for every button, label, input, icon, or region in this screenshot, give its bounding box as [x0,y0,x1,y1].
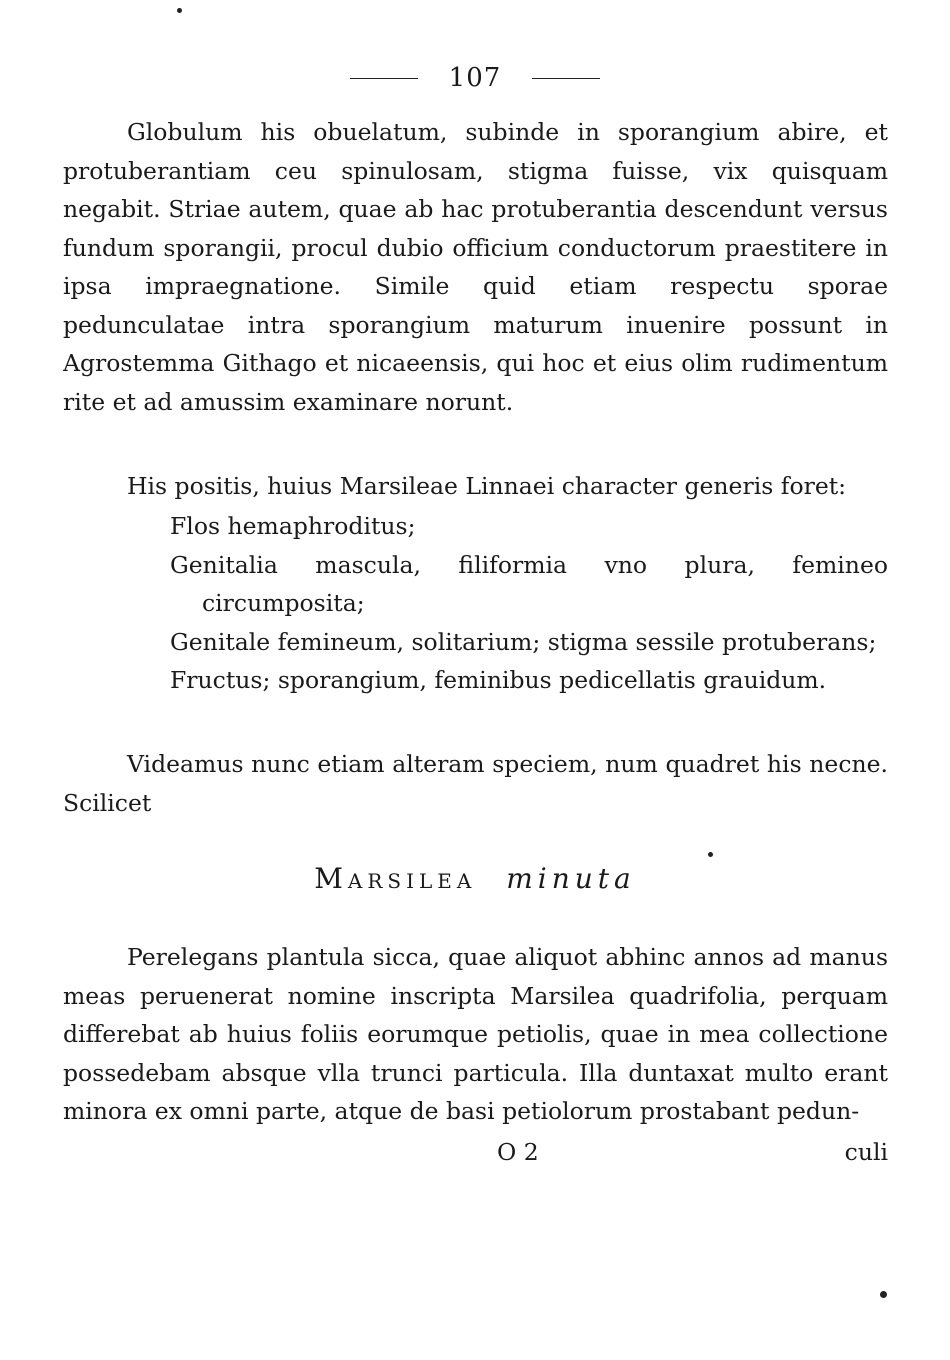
catchword: culi [844,1138,888,1166]
ink-speck [177,8,182,13]
paragraph-2 [63,467,888,506]
character-list [170,507,888,700]
paragraph-4 [63,938,888,1131]
section-heading [0,862,950,895]
character-item: Genitale femineum, solitarium; stigma sessile protuberans; [170,627,877,656]
header-rule-left [350,78,418,79]
section-heading-genus: Marsilea [314,862,477,895]
paragraph-1-text: Globulum his obuelatum, subinde in sporangium abire, et protuberantiam ceu spinulosam, stigma fuisse, vix quisquam negabit. Striae autem, quae ab hac protuberantia descendunt versus fundum sporangii, procul dubio officium conductorum praestitere in ipsa impraegnatione. Simile quid etiam respectu sporae pedunculatae intra sporangium maturum inuenire possunt in Agrostemma Githago et nicaeensis, qui hoc et eius olim rudimentum rite et ad amussim examinare norunt. [63,118,888,416]
page-header [0,62,950,93]
paragraph-3-text: Videamus nunc etiam alteram speciem, num quadret his necne. Scilicet [63,750,888,817]
paragraph-1 [63,113,888,421]
header-rule-right [532,78,600,79]
page-number: 107 [448,63,502,93]
section-heading-species: minuta [506,862,636,895]
ink-speck [880,1291,887,1298]
character-item: Genitalia mascula, filiformia vno plura, femineo circumposita; [170,550,888,617]
character-item: Fructus; sporangium, feminibus pedicellatis grauidum. [170,666,827,694]
paragraph-4-text: Perelegans plantula sicca, quae aliquot abhinc annos ad manus meas peruenerat nomine inscripta Marsilea quadrifolia, perquam differebat ab huius foliis eorumque petiolis, quae in mea collectione possedebam absque vlla trunci particula. Illa duntaxat multo erant minora ex omni parte, atque de basi petiolorum prostabant pedun- [63,943,888,1125]
paragraph-3 [63,745,888,822]
ink-speck [708,852,713,857]
character-item: Flos hemaphroditus; [170,512,416,540]
signature-mark: O 2 [497,1138,539,1166]
page-footer [63,1138,888,1176]
paragraph-2-text: His positis, huius Marsileae Linnaei character generis foret: [127,472,847,500]
